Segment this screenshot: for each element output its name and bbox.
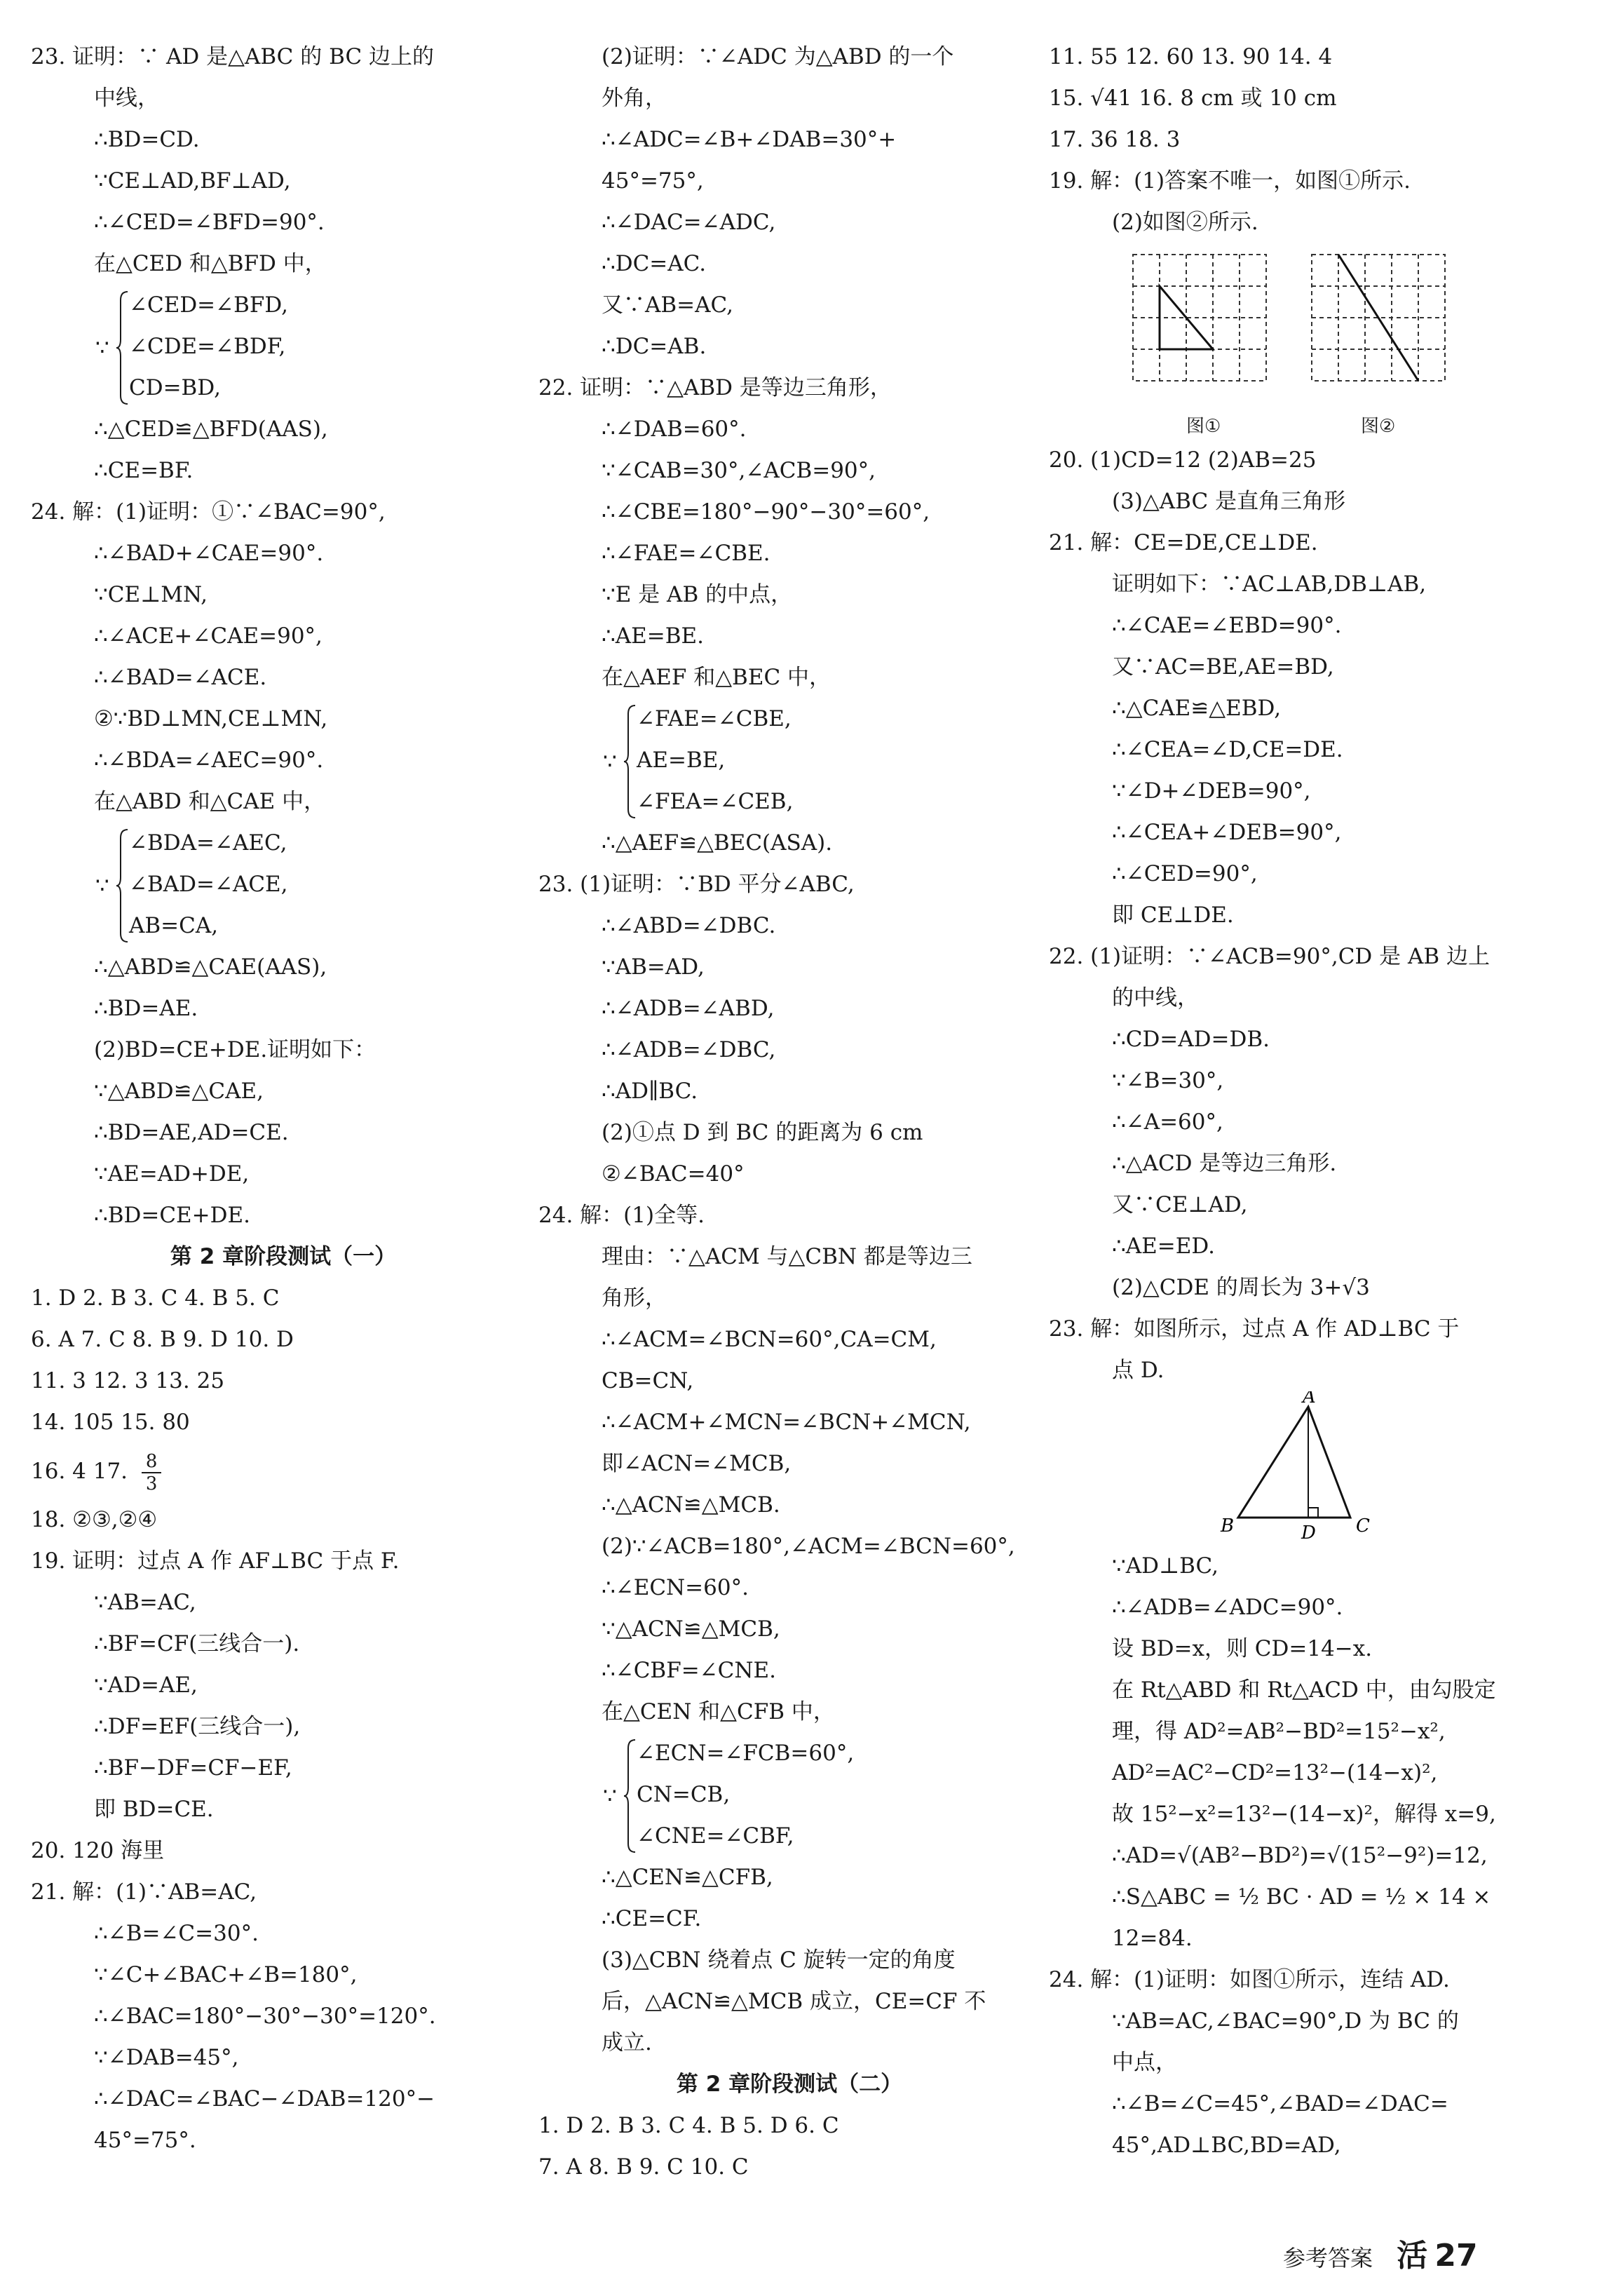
text-line: ∵AB=AD,	[602, 954, 705, 980]
page-footer	[1283, 2230, 1478, 2275]
text-line: ∴△ABD≌△CAE(AAS),	[94, 954, 327, 980]
text-line: ∴△CED≌△BFD(AAS),	[94, 417, 328, 442]
text-line: ∴∠BAD+∠CAE=90°.	[94, 541, 324, 566]
text-line: 24. 解：(1)证明：①∵∠BAC=90°,	[31, 499, 386, 525]
text-line: ∴∠CED=90°,	[1112, 861, 1258, 886]
footer-label: 参考答案	[1283, 2245, 1373, 2271]
text-line: ∴∠DAC=∠BAC−∠DAB=120°−	[94, 2086, 435, 2112]
section-heading: 第 2 章阶段测试（二）	[676, 2072, 903, 2097]
text-line: ∴DC=AB.	[602, 334, 707, 359]
text-line: ②∵BD⊥MN,CE⊥MN,	[94, 706, 328, 731]
text-line: AD²=AC²−CD²=13²−(14−x)²,	[1112, 1760, 1438, 1785]
text-line: CN=CB,	[637, 1782, 731, 1807]
vertex-label: D	[1301, 1522, 1316, 1544]
text-line: ∴AE=BE.	[602, 623, 704, 649]
answer-line	[31, 1443, 536, 1499]
brace-group	[31, 285, 536, 409]
answer-line: 11. 55 12. 60 13. 90 14. 4	[1049, 44, 1333, 69]
text-line: ∴BF−DF=CF−EF,	[94, 1755, 292, 1781]
text-line: ∴AD=√(AB²−BD²)=√(15²−9²)=12,	[1112, 1843, 1488, 1868]
text-line: 后，△ACN≌△MCB 成立，CE=CF 不	[602, 1989, 986, 2014]
text-line: ∴∠ADB=∠ADC=90°.	[1112, 1595, 1343, 1620]
q23-block	[31, 36, 536, 285]
text-line: ∴∠ABD=∠DBC.	[602, 913, 776, 938]
text-line: ∠BAD=∠ACE,	[129, 872, 288, 897]
because-symbol: ∵	[603, 1783, 617, 1809]
text-line: ∴CE=CF.	[602, 1906, 702, 1931]
text-line: CB=CN,	[602, 1368, 694, 1393]
text-line: (2)①点 D 到 BC 的距离为 6 cm	[602, 1120, 923, 1145]
text-line: ∵AD⊥BC,	[1112, 1553, 1218, 1579]
answer-line: 15. √41 16. 8 cm 或 10 cm	[1049, 86, 1337, 111]
text-line: 21. 解：(1)∵AB=AC,	[31, 1879, 257, 1905]
text-line: ∴∠ECN=60°.	[602, 1575, 749, 1600]
text-line: ∵AB=AC,∠BAC=90°,D 为 BC 的	[1112, 2008, 1459, 2034]
because-symbol: ∵	[95, 873, 109, 898]
answer-line: 20. (1)CD=12 (2)AB=25	[1049, 447, 1317, 473]
text-line: ∴BD=AE.	[94, 996, 198, 1021]
fraction-denominator: 3	[145, 1473, 158, 1494]
text-line: 成立.	[602, 2030, 652, 2055]
text-line: (3)△CBN 绕着点 C 旋转一定的角度	[602, 1947, 956, 1973]
text-line: (2)证明：∵∠ADC 为△ABD 的一个	[602, 44, 954, 69]
text-line: 又∵AB=AC,	[602, 292, 733, 318]
text-line: 中点，	[1112, 2050, 1177, 2075]
text-line: 19. 解：(1)答案不唯一，如图①所示.	[1049, 168, 1411, 194]
section-heading: 第 2 章阶段测试（一）	[170, 1244, 397, 1269]
text-line: ∴∠CED=∠BFD=90°.	[94, 210, 325, 235]
answer-line: 11. 3 12. 3 13. 25	[31, 1368, 225, 1393]
text-line: 角形，	[602, 1285, 667, 1311]
text-line: ∴BD=CD.	[94, 127, 200, 152]
text-line: ∠CED=∠BFD,	[129, 292, 289, 318]
text-line: ∴△ACD 是等边三角形.	[1112, 1151, 1337, 1176]
triangle-diagram	[1049, 1391, 1554, 1546]
text-line: 在△CED 和△BFD 中，	[94, 251, 327, 276]
brace-icon	[623, 704, 637, 820]
text-line: 在 Rt△ABD 和 Rt△ACD 中，由勾股定	[1112, 1677, 1496, 1703]
text-line: 45°,AD⊥BC,BD=AD,	[1112, 2133, 1341, 2158]
fraction-numerator: 8	[142, 1451, 162, 1473]
text-line: ∵E 是 AB 的中点，	[602, 582, 793, 607]
text-line: ∠CDE=∠BDF,	[129, 334, 286, 359]
text-line: ∴∠BAC=180°−30°−30°=120°.	[94, 2004, 436, 2029]
vertex-label: A	[1303, 1391, 1316, 1407]
text-line: ∴△CEN≌△CFB,	[602, 1865, 773, 1890]
text-line: 中线，	[94, 86, 159, 111]
text-line: ∠ECN=∠FCB=60°,	[637, 1741, 855, 1766]
text-line: AB=CA,	[129, 913, 219, 938]
text-line: ∴AD∥BC.	[602, 1079, 698, 1104]
grid-figures	[1049, 243, 1554, 440]
text-line: 即 CE⊥DE.	[1112, 903, 1234, 928]
text-line: 设 BD=x，则 CD=14−x.	[1112, 1636, 1373, 1661]
text-line: ∴∠ACM+∠MCN=∠BCN+∠MCN,	[602, 1410, 971, 1435]
right-angle-mark	[1308, 1508, 1318, 1518]
text-line: ∴∠CBF=∠CNE.	[602, 1658, 776, 1683]
footer-mark: 活	[1397, 2238, 1428, 2274]
text-line: 的中线，	[1112, 985, 1199, 1011]
text-line: ∴∠CAE=∠EBD=90°.	[1112, 613, 1342, 638]
brace-group	[538, 1733, 1040, 1857]
text-line: ∴∠ACM=∠BCN=60°,CA=CM,	[602, 1327, 937, 1352]
text-line: 22. 证明：∵△ABD 是等边三角形，	[538, 375, 892, 400]
text-line: 23. 证明：∵ AD 是△ABC 的 BC 边上的	[31, 44, 435, 69]
text-line: ∴∠B=∠C=30°.	[94, 1921, 259, 1946]
text-line: 理由：∵△ACM 与△CBN 都是等边三	[602, 1244, 972, 1269]
text-line: ∵AE=AD+DE,	[94, 1161, 250, 1187]
text-line: 在△CEN 和△CFB 中，	[602, 1699, 835, 1724]
text-line: 23. 解：如图所示，过点 A 作 AD⊥BC 于	[1049, 1316, 1460, 1342]
text-line: 45°=75°,	[602, 168, 704, 194]
text-line: (2)如图②所示.	[1112, 210, 1258, 235]
text-line: ∴BD=CE+DE.	[94, 1203, 250, 1228]
page-number: 27	[1434, 2238, 1478, 2274]
answer-line: 18. ②③,②④	[31, 1507, 158, 1532]
text-line: 即∠ACN=∠MCB,	[602, 1451, 792, 1476]
figure-caption: 图②	[1361, 416, 1396, 437]
text-line: 24. 解：(1)证明：如图①所示，连结 AD.	[1049, 1967, 1450, 1992]
text-line: ∴∠DAC=∠ADC,	[602, 210, 776, 235]
vertex-label: B	[1221, 1515, 1235, 1537]
column-2	[538, 36, 1040, 2188]
fraction	[142, 1451, 162, 1494]
text-line: ∴DC=AC.	[602, 251, 707, 276]
text-line: 23. (1)证明：∵BD 平分∠ABC,	[538, 872, 855, 897]
answer-line: 17. 36 18. 3	[1049, 127, 1181, 152]
text-line: 外角，	[602, 86, 667, 111]
text-line: (2)BD=CE+DE.证明如下：	[94, 1037, 376, 1062]
answer-text: 16. 4 17.	[31, 1459, 128, 1484]
column-3	[1049, 36, 1554, 2166]
text-line: 24. 解：(1)全等.	[538, 1203, 705, 1228]
text-line: AE=BE,	[637, 748, 726, 773]
text-line: ∠FAE=∠CBE,	[637, 706, 792, 731]
text-line: ∵△ABD≌△CAE,	[94, 1079, 264, 1104]
because-symbol: ∵	[95, 335, 109, 360]
grid-diagram	[1049, 248, 1554, 409]
text-line: ∠BDA=∠AEC,	[129, 830, 287, 856]
text-line: ②∠BAC=40°	[602, 1161, 745, 1187]
text-line: 12=84.	[1112, 1926, 1193, 1951]
text-line: ∴∠DAB=60°.	[602, 417, 747, 442]
text-line: ∵∠CAB=30°,∠ACB=90°,	[602, 458, 876, 483]
text-line: 故 15²−x²=13²−(14−x)²，解得 x=9,	[1112, 1802, 1496, 1827]
answer-line: 7. A 8. B 9. C 10. C	[538, 2154, 749, 2180]
brace-icon	[623, 1738, 637, 1854]
text-line: 45°=75°.	[94, 2128, 196, 2153]
text-line: ∵CE⊥MN,	[94, 582, 208, 607]
answer-line: 6. A 7. C 8. B 9. D 10. D	[31, 1327, 294, 1352]
brace-icon	[115, 290, 129, 406]
text-line: 21. 解：CE=DE,CE⊥DE.	[1049, 530, 1318, 555]
text-line: ∴∠B=∠C=45°,∠BAD=∠DAC=	[1112, 2091, 1448, 2116]
text-line: ∠CNE=∠CBF,	[637, 1823, 794, 1849]
column-1	[31, 36, 536, 2161]
text-line: 理，得 AD²=AB²−BD²=15²−x²,	[1112, 1719, 1446, 1744]
text-line: ∴△CAE≌△EBD,	[1112, 696, 1282, 721]
text-line: ∵∠D+∠DEB=90°,	[1112, 778, 1311, 804]
text-line: 即 BD=CE.	[94, 1797, 214, 1822]
text-line: ∴∠ACE+∠CAE=90°,	[94, 623, 323, 649]
text-line: 19. 证明：过点 A 作 AF⊥BC 于点 F.	[31, 1548, 400, 1574]
text-line: 22. (1)证明：∵∠ACB=90°,CD 是 AB 边上	[1049, 944, 1491, 969]
text-line: ∵∠B=30°,	[1112, 1068, 1224, 1093]
brace-group	[538, 698, 1040, 823]
answer-line: 14. 105 15. 80	[31, 1410, 190, 1435]
text-line: ∴∠A=60°,	[1112, 1109, 1223, 1135]
text-line: ∴BF=CF(三线合一).	[94, 1631, 300, 1656]
text-line: ∴△AEF≌△BEC(ASA).	[602, 830, 833, 856]
text-line: ∴S△ABC = ½ BC · AD = ½ × 14 ×	[1112, 1884, 1491, 1910]
text-line: (3)△ABC 是直角三角形	[1112, 489, 1346, 514]
text-line: ∵∠DAB=45°,	[94, 2045, 239, 2070]
text-line: ∴∠ADB=∠ABD,	[602, 996, 775, 1021]
text-line: ∵CE⊥AD,BF⊥AD,	[94, 168, 291, 194]
text-line: CD=BD,	[129, 375, 221, 400]
vertex-label: C	[1356, 1515, 1370, 1537]
brace-icon	[115, 828, 129, 944]
grid-1	[1133, 255, 1266, 381]
text-line: ∴DF=EF(三线合一),	[94, 1714, 301, 1739]
triangle-abc	[1238, 1407, 1350, 1518]
text-line: ∴∠FAE=∠CBE.	[602, 541, 770, 566]
text-line: ∴∠BAD=∠ACE.	[94, 665, 267, 690]
triangle-figure	[1049, 1391, 1554, 1546]
text-line: 在△AEF 和△BEC 中，	[602, 665, 831, 690]
text-line: 点 D.	[1112, 1358, 1165, 1383]
because-symbol: ∵	[603, 749, 617, 774]
text-line: 又∵CE⊥AD,	[1112, 1192, 1248, 1217]
figure-caption: 图①	[1186, 416, 1221, 437]
text-line: 在△ABD 和△CAE 中，	[94, 789, 326, 814]
answer-line: 20. 120 海里	[31, 1838, 165, 1863]
text-line: 又∵AC=BE,AE=BD,	[1112, 654, 1334, 680]
answer-line: 1. D 2. B 3. C 4. B 5. D 6. C	[538, 2113, 839, 2138]
text-line: ∴∠ADB=∠DBC,	[602, 1037, 776, 1062]
text-line: ∵△ACN≌△MCB,	[602, 1616, 780, 1642]
text-line: ∵AB=AC,	[94, 1590, 196, 1615]
text-line: ∴AE=ED.	[1112, 1234, 1215, 1259]
text-line: ∵∠C+∠BAC+∠B=180°,	[94, 1962, 358, 1987]
text-line: ∴∠CEA=∠D,CE=DE.	[1112, 737, 1343, 762]
text-line: ∴∠CBE=180°−90°−30°=60°,	[602, 499, 930, 525]
text-line: ∠FEA=∠CEB,	[637, 789, 794, 814]
text-line: ∴∠CEA+∠DEB=90°,	[1112, 820, 1342, 845]
q24-block	[31, 492, 536, 823]
brace-group	[31, 823, 536, 947]
text-line: ∴∠ADC=∠B+∠DAB=30°+	[602, 127, 897, 152]
text-line: ∴∠BDA=∠AEC=90°.	[94, 748, 324, 773]
answer-line: 1. D 2. B 3. C 4. B 5. C	[31, 1285, 280, 1311]
text-line: (2)△CDE 的周长为 3+√3	[1112, 1275, 1370, 1300]
text-line: ∴BD=AE,AD=CE.	[94, 1120, 289, 1145]
text-line: ∴CE=BF.	[94, 458, 194, 483]
text-line: ∵AD=AE,	[94, 1673, 198, 1698]
text-line: ∴△ACN≌△MCB.	[602, 1492, 780, 1518]
text-line: (2)∵∠ACB=180°,∠ACM=∠BCN=60°,	[602, 1534, 1015, 1559]
text-line: ∴CD=AD=DB.	[1112, 1027, 1270, 1052]
text-line: 证明如下：∵AC⊥AB,DB⊥AB,	[1112, 572, 1427, 597]
